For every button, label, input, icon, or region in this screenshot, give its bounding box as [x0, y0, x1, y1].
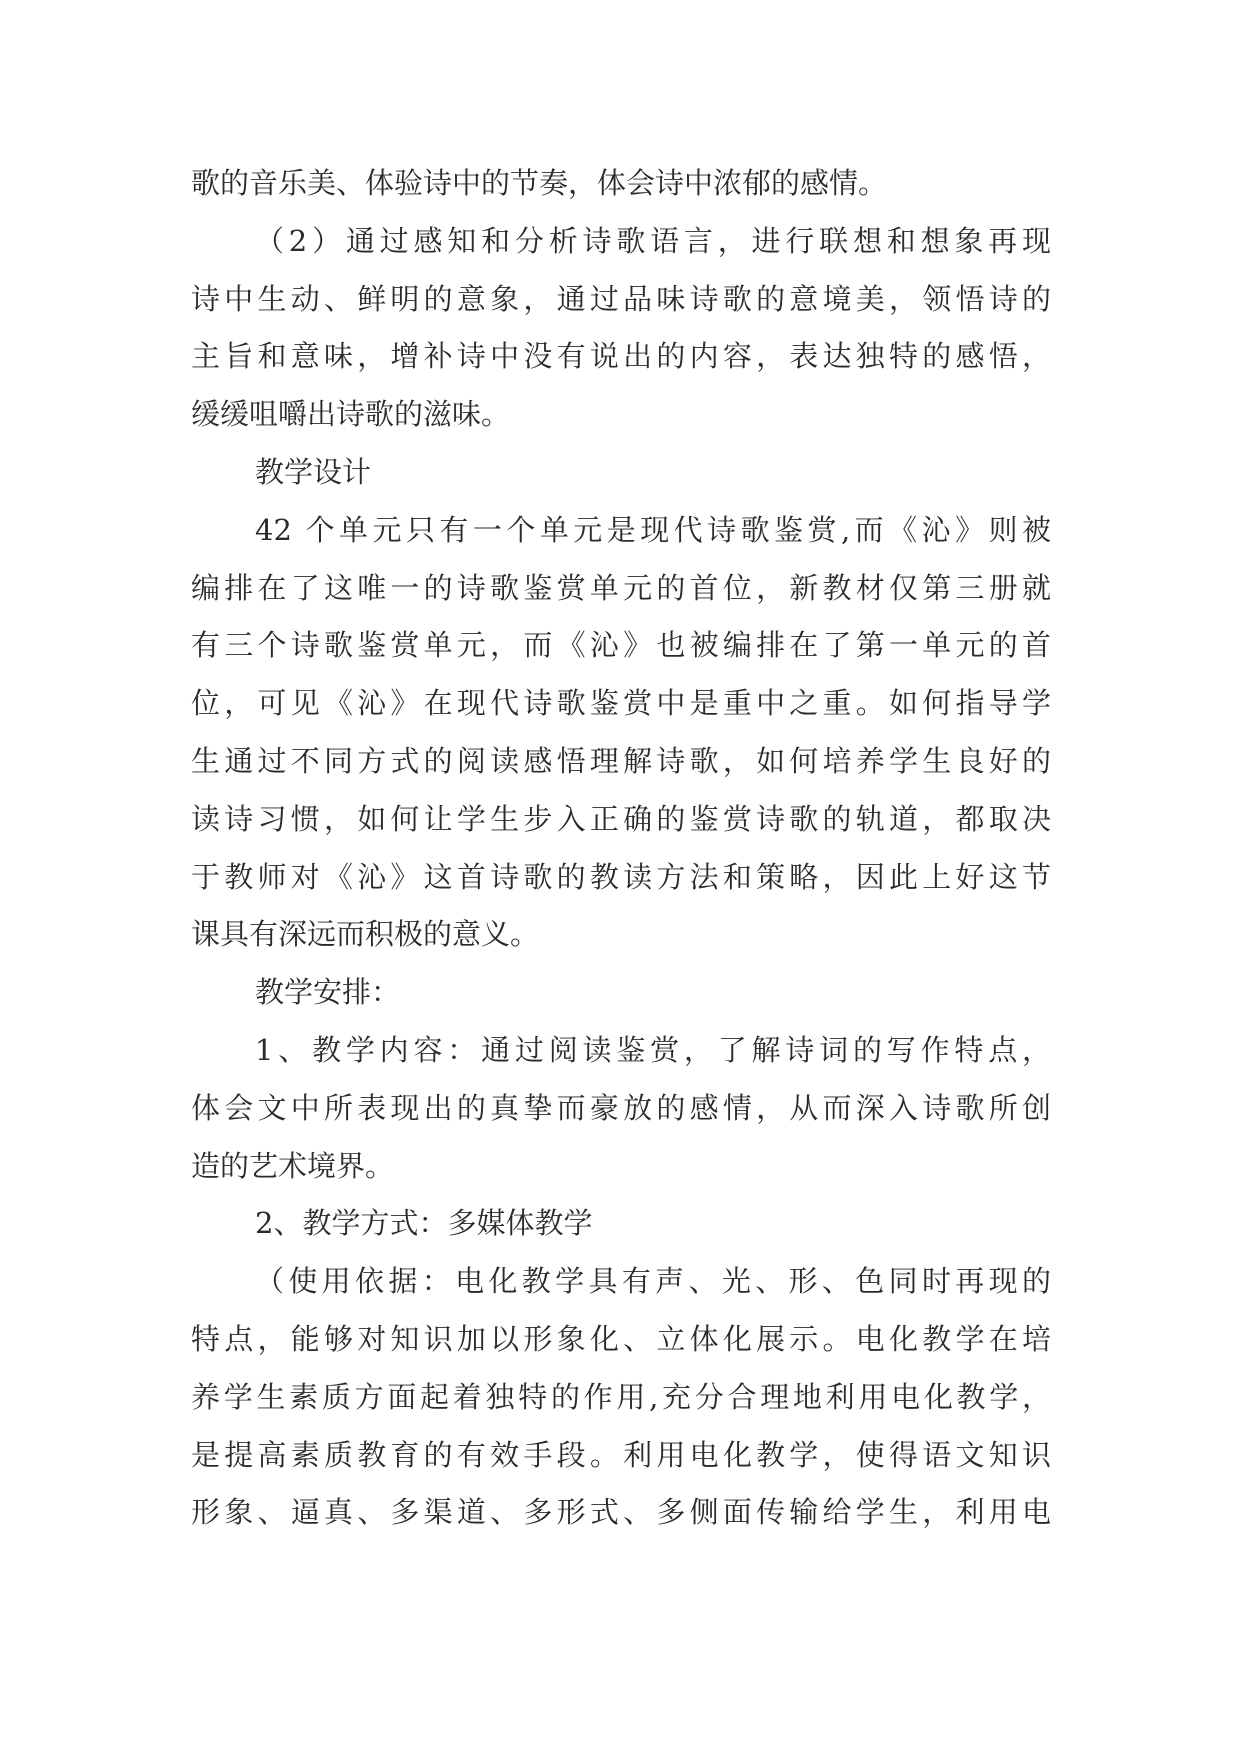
text-line: 诗中生动、鲜明的意象，通过品味诗歌的意境美，领悟诗的 — [191, 281, 1051, 316]
text-line: 1、教学内容：通过阅读鉴赏，了解诗词的写作特点， — [255, 1032, 1051, 1067]
text-line: 生通过不同方式的阅读感悟理解诗歌，如何培养学生良好的 — [191, 743, 1051, 778]
text-line: （2）通过感知和分析诗歌语言，进行联想和想象再现 — [255, 223, 1051, 258]
text-line: （使用依据：电化教学具有声、光、形、色同时再现的 — [255, 1264, 1051, 1299]
text-line: 课具有深远而积极的意义。 — [191, 917, 540, 952]
text-line: 42 个单元只有一个单元是现代诗歌鉴赏,而《沁》则被 — [255, 512, 1051, 547]
text-line: 歌的音乐美、体验诗中的节奏，体会诗中浓郁的感情。 — [191, 166, 888, 200]
text-line: 教学安排： — [255, 975, 401, 1010]
body-text — [191, 155, 1051, 1542]
text-line: 主旨和意味，增补诗中没有说出的内容，表达独特的感悟， — [191, 339, 1051, 374]
text-line: 有三个诗歌鉴赏单元，而《沁》也被编排在了第一单元的首 — [191, 628, 1051, 663]
text-line: 编排在了这唯一的诗歌鉴赏单元的首位，新教材仅第三册就 — [191, 570, 1051, 605]
text-line: 教学设计 — [255, 454, 372, 489]
text-line: 是提高素质教育的有效手段。利用电化教学，使得语文知识 — [191, 1437, 1051, 1472]
text-line: 特点，能够对知识加以形象化、立体化展示。电化教学在培 — [191, 1321, 1051, 1356]
text-line: 造的艺术境界。 — [191, 1148, 395, 1183]
text-line: 2、教学方式：多媒体教学 — [255, 1206, 593, 1241]
text-line: 缓缓咀嚼出诗歌的滋味。 — [191, 397, 511, 432]
text-line: 于教师对《沁》这首诗歌的教读方法和策略，因此上好这节 — [191, 859, 1051, 894]
text-line: 形象、逼真、多渠道、多形式、多侧面传输给学生，利用电 — [191, 1495, 1051, 1530]
text-line: 位，可见《沁》在现代诗歌鉴赏中是重中之重。如何指导学 — [191, 686, 1051, 721]
text-line: 读诗习惯，如何让学生步入正确的鉴赏诗歌的轨道，都取决 — [191, 801, 1051, 836]
text-line: 体会文中所表现出的真挚而豪放的感情，从而深入诗歌所创 — [191, 1090, 1051, 1125]
text-line: 养学生素质方面起着独特的作用,充分合理地利用电化教学， — [191, 1379, 1051, 1414]
